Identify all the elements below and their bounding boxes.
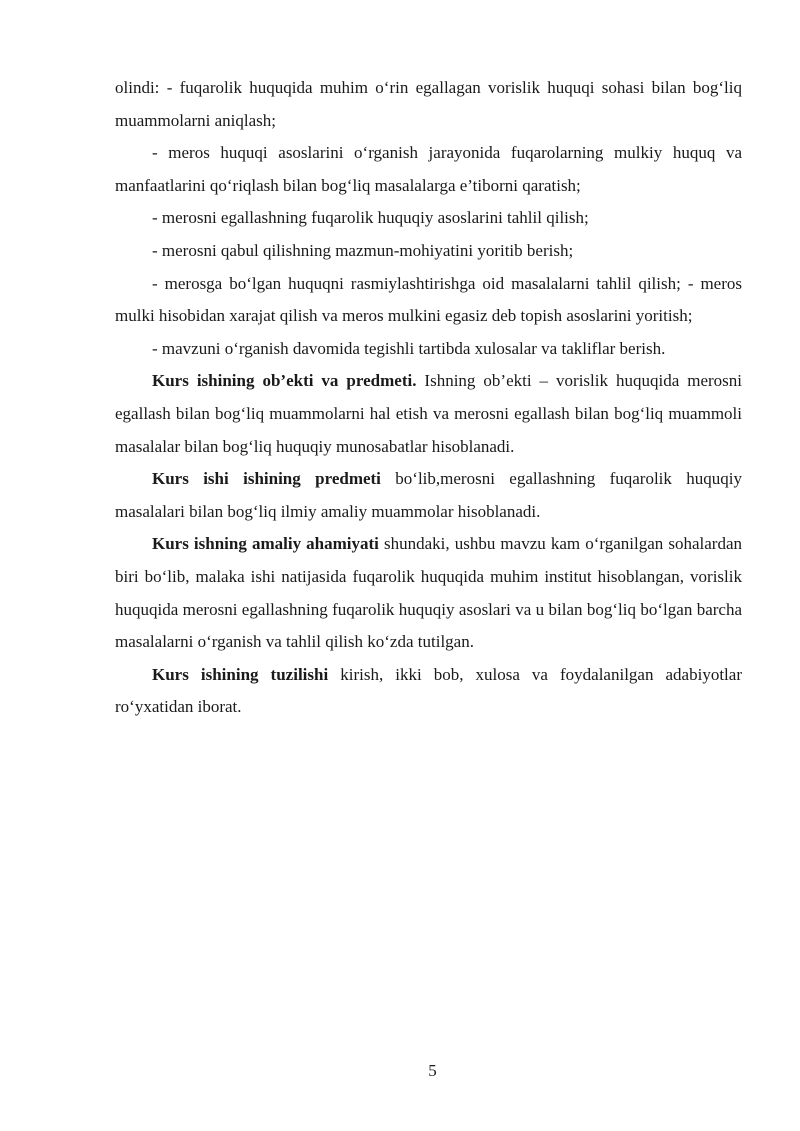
paragraph-7 (115, 365, 742, 463)
paragraph-8-text: bo‘lib,merosni egallashning fuqarolik huquqiy masalalari bilan bog‘liq ilmiy amaliy muammolar hisoblanadi. (115, 469, 742, 521)
paragraph-10 (115, 659, 742, 724)
paragraph-5: - merosga bo‘lgan huquqni rasmiylashtirishga oid masalalarni tahlil qilish; - meros mulki hisobidan xarajat qilish va meros mulkini egasiz deb topish asoslarini yoritish; (115, 273, 742, 326)
paragraph-9-heading: Kurs ishning amaliy ahamiyati (152, 534, 379, 554)
paragraph-10-text: kirish, ikki bob, xulosa va foydalanilgan adabiyotlar ro‘yxatidan iborat. (115, 664, 742, 717)
paragraph-3: - merosni egallashning fuqarolik huquqiy asoslarini tahlil qilish; (152, 208, 589, 228)
paragraph-9 (115, 528, 742, 658)
paragraph-6: - mavzuni o‘rganish davomida tegishli tartibda xulosalar va takliflar berish. (152, 338, 666, 358)
paragraph-2: - meros huquqi asoslarini o‘rganish jarayonida fuqarolarning mulkiy huquq va manfaatlarini qo‘riqlash bilan bog‘liq masalalarga e’tiborni qaratish; (115, 143, 742, 195)
page-number: 5 (428, 1061, 437, 1080)
paragraph-8 (115, 463, 742, 528)
paragraph-7-heading: Kurs ishining ob’ekti va predmeti. (152, 371, 417, 391)
paragraph-1: olindi: - fuqarolik huquqida muhim o‘rin egallagan vorislik huquqi sohasi bilan bog‘liq muammolarni aniqlash; (115, 78, 742, 130)
document-page (115, 72, 742, 724)
paragraph-10-heading: Kurs ishining tuzilishi (152, 664, 329, 684)
paragraph-8-heading: Kurs ishi ishining predmeti (152, 469, 381, 489)
paragraph-9-text: shundaki, ushbu mavzu kam o‘rganilgan sohalardan biri bo‘lib, malaka ishi natijasida fuqarolik huquqida muhim institut hisoblangan, vorislik huquqida merosni egallashning fuqarolik huquqiy asoslari va u bilan bog‘liq bo‘lgan barcha masalalarni o‘rganish va tahlil qilish ko‘zda tutilgan. (115, 534, 742, 652)
paragraph-7-text: Ishning ob’ekti – vorislik huquqida merosni egallash bilan bog‘liq muammolarni hal etish va merosni egallash bilan bog‘liq muammoli masalalar bilan bog‘liq huquqiy munosabatlar hisoblanadi. (115, 371, 742, 456)
paragraph-4: - merosni qabul qilishning mazmun-mohiyatini yoritib berish; (152, 240, 574, 260)
